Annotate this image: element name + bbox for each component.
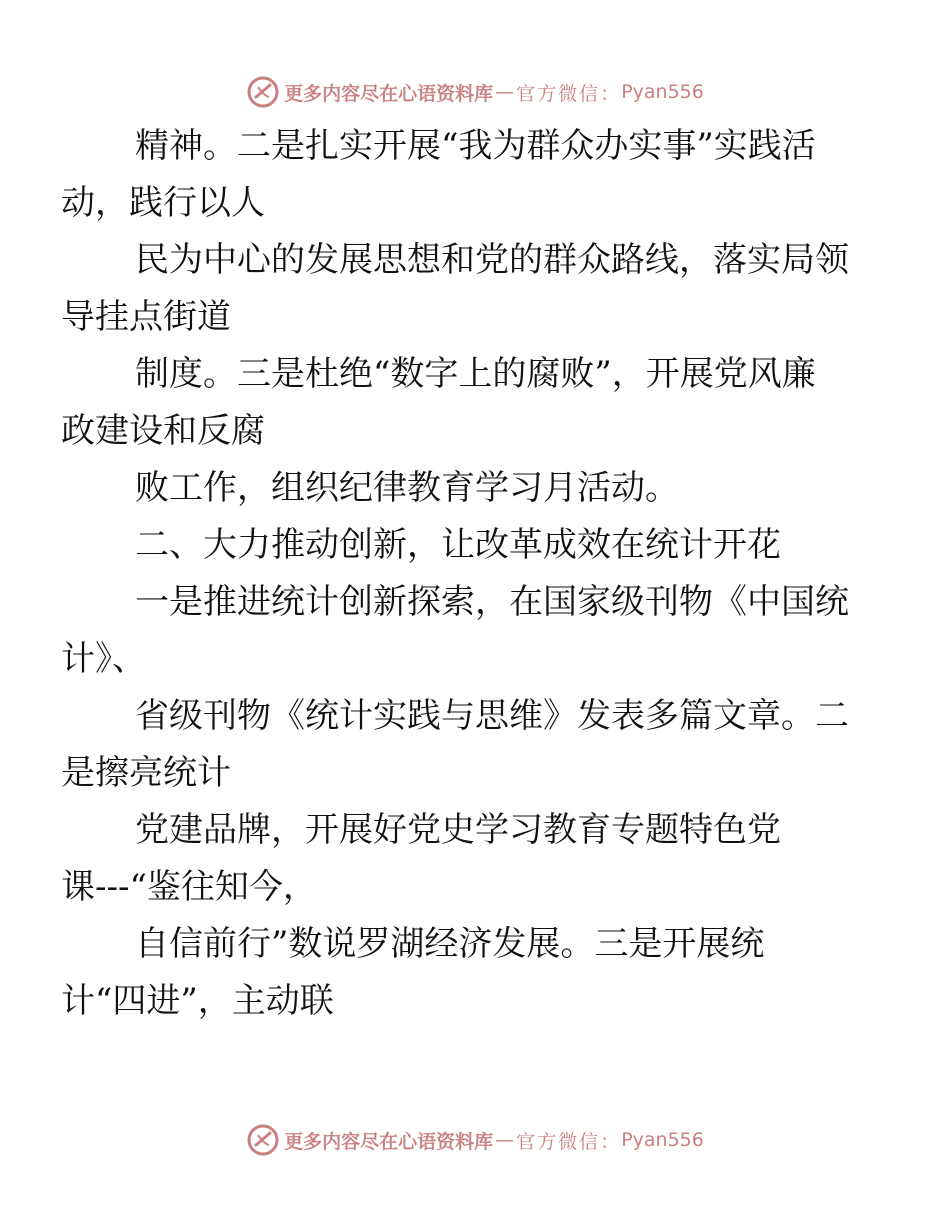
watermark-main-text: 更多内容尽在心语资料库 bbox=[284, 82, 494, 105]
paragraph bbox=[61, 574, 858, 688]
paragraph-line: 精神。二是扎实开展“我为群众办实事”实践活 bbox=[135, 126, 816, 166]
watermark-id: Pyan556 bbox=[621, 81, 704, 103]
watermark-separator: — bbox=[495, 81, 515, 103]
paragraph-line: 动，践行以人 bbox=[61, 183, 265, 223]
watermark-label: 官方微信： bbox=[516, 82, 622, 105]
watermark-separator: — bbox=[495, 1129, 515, 1151]
paragraph-line: 课---“鉴往知今， bbox=[61, 867, 317, 907]
seal-logo-icon bbox=[246, 1123, 280, 1157]
watermark-main-text: 更多内容尽在心语资料库 bbox=[284, 1130, 494, 1153]
paragraph-line: 一是推进统计创新探索，在国家级刊物《中国统 bbox=[135, 582, 849, 622]
watermark-id: Pyan556 bbox=[621, 1129, 704, 1151]
paragraph bbox=[61, 802, 858, 916]
section-heading-text: 二、大力推动创新，让改革成效在统计开花 bbox=[135, 525, 781, 565]
document-body bbox=[61, 118, 858, 1030]
section-heading bbox=[98, 517, 858, 574]
paragraph bbox=[61, 118, 858, 232]
seal-logo-icon bbox=[246, 75, 280, 109]
footer-watermark bbox=[0, 1120, 950, 1160]
paragraph-line: 省级刊物《统计实践与思维》发表多篇文章。二 bbox=[135, 696, 849, 736]
paragraph bbox=[61, 916, 858, 1030]
paragraph-line: 败工作，组织纪律教育学习月活动。 bbox=[135, 468, 679, 508]
paragraph bbox=[61, 688, 858, 802]
paragraph bbox=[61, 346, 858, 460]
paragraph-line: 计》、 bbox=[61, 639, 146, 679]
header-watermark bbox=[0, 72, 950, 112]
paragraph bbox=[61, 232, 858, 346]
paragraph-line: 计“四进”，主动联 bbox=[61, 981, 334, 1021]
paragraph-line: 民为中心的发展思想和党的群众路线，落实局领 bbox=[135, 240, 849, 280]
paragraph-line: 政建设和反腐 bbox=[61, 411, 265, 451]
paragraph bbox=[98, 460, 858, 517]
watermark-label: 官方微信： bbox=[516, 1130, 622, 1153]
paragraph-line: 导挂点街道 bbox=[61, 297, 231, 337]
paragraph-line: 是擦亮统计 bbox=[61, 753, 231, 793]
paragraph-line: 制度。三是杜绝“数字上的腐败”，开展党风廉 bbox=[135, 354, 816, 394]
paragraph-line: 自信前行”数说罗湖经济发展。三是开展统 bbox=[135, 924, 765, 964]
paragraph-line: 党建品牌，开展好党史学习教育专题特色党 bbox=[135, 810, 781, 850]
